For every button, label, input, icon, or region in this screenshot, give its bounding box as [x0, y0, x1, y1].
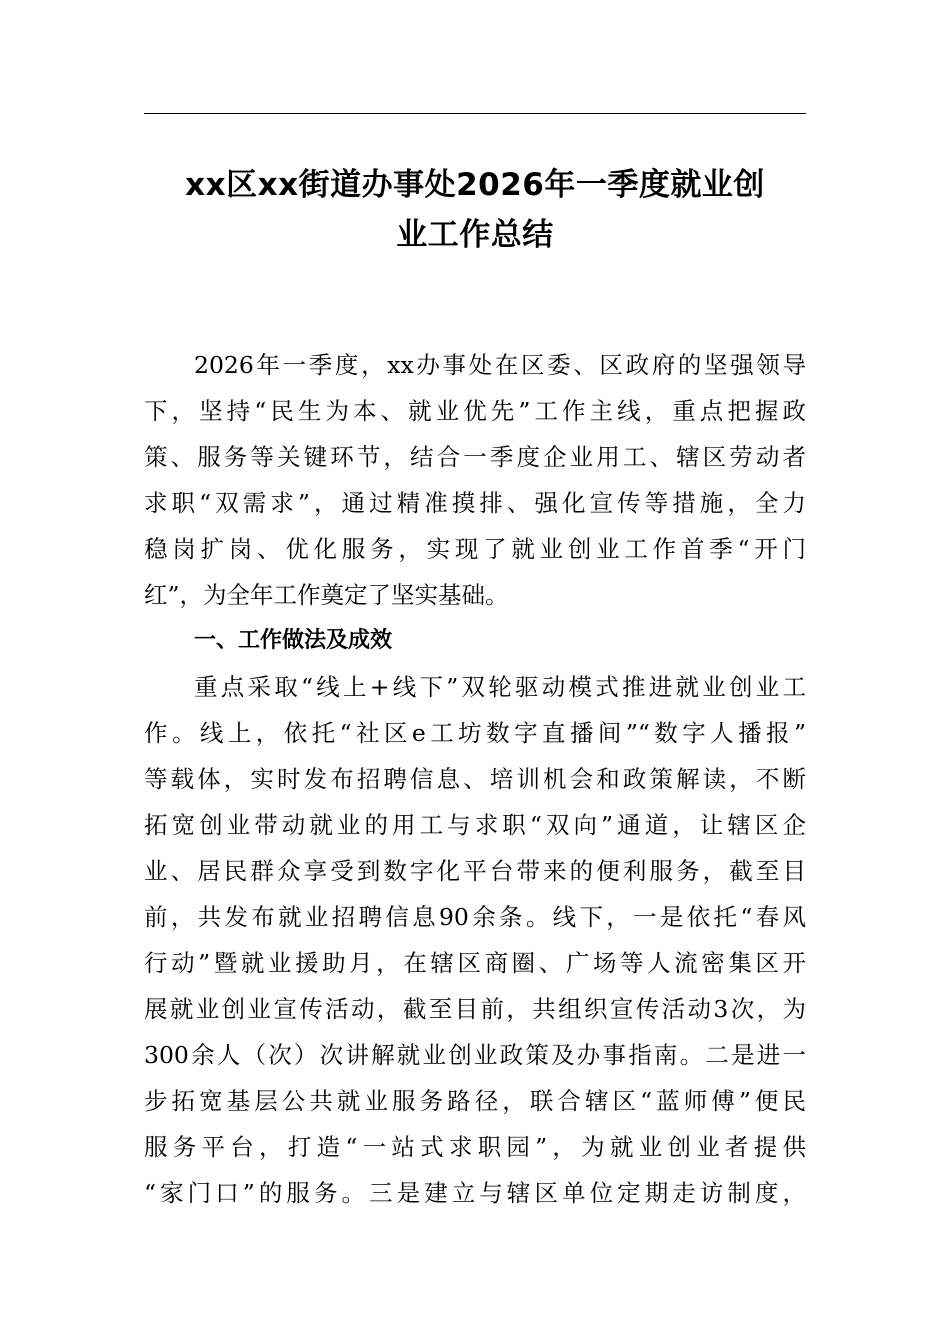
- paragraph-line: 拓宽创业带动就业的用工与求职“双向”通道，让辖区企: [144, 811, 806, 839]
- paragraph-line: “家门口”的服务。三是建立与辖区单位定期走访制度，: [144, 1179, 806, 1207]
- paragraph-line: 业、居民群众享受到数字化平台带来的便利服务，截至目: [144, 857, 806, 885]
- paragraph-line: 前，共发布就业招聘信息90余条。线下，一是依托“春风: [144, 903, 806, 931]
- document-title: [144, 160, 806, 260]
- title-line-1: xx区xx街道办事处2026年一季度就业创: [185, 167, 765, 203]
- paragraph-line: 服务平台，打造“一站式求职园”，为就业创业者提供: [144, 1133, 806, 1161]
- paragraph-line: 下，坚持“民生为本、就业优先”工作主线，重点把握政: [144, 397, 806, 425]
- paragraph-line: 行动”暨就业援助月，在辖区商圈、广场等人流密集区开: [144, 949, 806, 977]
- paragraph-line: 等载体，实时发布招聘信息、培训机会和政策解读，不断: [144, 765, 806, 793]
- section-heading: 一、工作做法及成效: [194, 628, 393, 653]
- paragraph-line: 稳岗扩岗、优化服务，实现了就业创业工作首季“开门: [144, 535, 806, 563]
- paragraph-line: 重点采取“线上+线下”双轮驱动模式推进就业创业工: [194, 673, 806, 701]
- paragraph-methods: [144, 664, 806, 1216]
- paragraph-line: 求职“双需求”，通过精准摸排、强化宣传等措施，全力: [144, 489, 806, 517]
- document-body: [144, 342, 806, 1216]
- paragraph-line: 策、服务等关键环节，结合一季度企业用工、辖区劳动者: [144, 443, 806, 471]
- paragraph-line: 步拓宽基层公共就业服务路径，联合辖区“蓝师傅”便民: [144, 1087, 806, 1115]
- paragraph-line: 展就业创业宣传活动，截至目前，共组织宣传活动3次，为: [144, 995, 806, 1023]
- paragraph-line: 300余人（次）次讲解就业创业政策及办事指南。二是进一: [144, 1041, 806, 1069]
- header-rule: [144, 113, 806, 114]
- paragraph-line: 2026年一季度，xx办事处在区委、区政府的坚强领导: [194, 351, 806, 379]
- paragraph-line: 红”，为全年工作奠定了坚实基础。: [144, 581, 509, 609]
- paragraph-intro: [144, 342, 806, 618]
- paragraph-line: 作。线上，依托“社区e工坊数字直播间”“数字人播报”: [144, 719, 806, 747]
- title-line-2: 业工作总结: [396, 217, 554, 253]
